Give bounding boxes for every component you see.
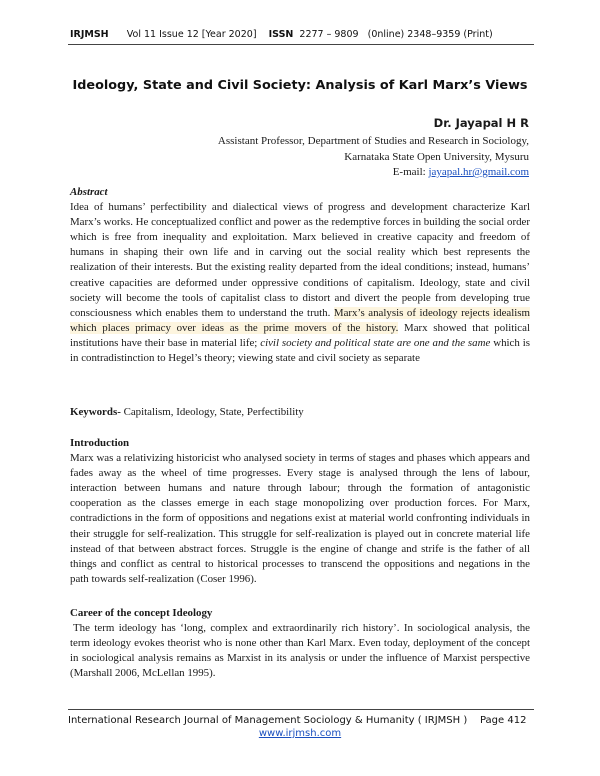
keywords-line — [70, 405, 530, 420]
email-label: E-mail: — [392, 166, 429, 178]
abstract-italic: civil society and political state are one and the same — [260, 336, 491, 349]
running-header — [70, 29, 540, 41]
author-name: Dr. Jayapal H R — [433, 116, 529, 130]
footer-journal-name: International Research Journal of Management Sociology & Humanity ( IRJMSH ) — [68, 715, 468, 726]
running-footer — [68, 714, 534, 727]
affiliation-line-2: Karnataka State Open University, Mysuru — [344, 150, 529, 163]
keywords-label: Keywords- — [70, 406, 121, 418]
introduction-heading: Introduction — [70, 437, 130, 449]
introduction-text: Marx was a relativizing historicist who analysed society in terms of stages and phases which appears and fades away as the wheel of time progresses. Every stage is analysed through the lens of labour, interaction between humans and nature through labour; through the formation of antagonistic cooperation as the classes emerge in each stage monopolizing over production forces. For Marx, contradictions in the form of oppositions and negations exist at material world confronting individuals in their struggle for self-realization. This struggle for self-realization is played out in concrete material life instead of that between abstract forces. Struggle is the engine of change and strife is the father of all things and conflict as central to historical processes to transcend the oppositions and negations in the path towards self-realization (Coser 1996). — [70, 452, 530, 585]
footer-divider — [68, 709, 534, 710]
introduction-section — [70, 436, 530, 587]
abstract-heading: Abstract — [70, 186, 108, 198]
career-heading: Career of the concept Ideology — [70, 607, 213, 619]
affiliation-line-1: Assistant Professor, Department of Studies and Research in Sociology, — [217, 135, 529, 147]
author-affiliation — [218, 134, 529, 181]
email-line — [218, 165, 529, 181]
journal-url-link[interactable]: www.irjmsh.com — [258, 728, 342, 739]
paper-title: Ideology, State and Civil Society: Analysis of Karl Marx’s Views — [72, 78, 528, 93]
issn-values: 2277 – 9809 (0nline) 2348–9359 (Print) — [299, 29, 493, 40]
abstract-text-part-3: which is in contradistinction to Hegel’s theory; viewing state and civil society as separate — [70, 336, 530, 365]
issn-label: ISSN — [268, 29, 294, 40]
volume-info: Vol 11 Issue 12 [Year 2020] — [126, 29, 257, 40]
abstract-text — [70, 200, 530, 366]
career-text: The term ideology has ‘long, complex and extraordinarily rich history’. In sociological analysis, the term ideology evokes theorist who is none other than Karl Marx. Even today, deployment of the concept in sociological analysis remains as Marxist in its analysis or under the influence of Marxist perspective (Marshall 2006, McLellan 1995). — [70, 622, 530, 680]
abstract-text-part-2: Marx showed that political institutions have their base in material life; — [70, 321, 530, 349]
abstract-text-part-1: Idea of humans’ perfectibility and dialectical views of progress and development characterize Karl Marx’s works. He conceptualized conflict and power as the redemptive forces in building the social order which is free from inequality and exploitation. Marx believed in creative capacity and freedom of humans in shaping their own life and in carving out the social reality which best represents the realization of their interests. But the existing reality departed from the ideal conditions; instead, humans’ creative capacities are deformed under oppressive conditions of capitalism. Ideology, state and civil society will become the tools of capitalist class to distort and divert the people from developing true consciousness which enables them to understand the truth. — [70, 201, 530, 319]
email-link[interactable]: jayapal.hr@gmail.com — [428, 166, 529, 178]
page-number: Page 412 — [479, 715, 527, 726]
header-divider — [68, 44, 534, 45]
abstract-section — [70, 185, 530, 366]
career-section — [70, 606, 530, 681]
abstract-highlight: Marx’s analysis of ideology rejects idealism which places primacy over ideas as the prime movers of the history. — [70, 306, 530, 334]
keywords-text: Capitalism, Ideology, State, Perfectibility — [123, 406, 304, 418]
journal-abbrev: IRJMSH — [70, 29, 109, 40]
